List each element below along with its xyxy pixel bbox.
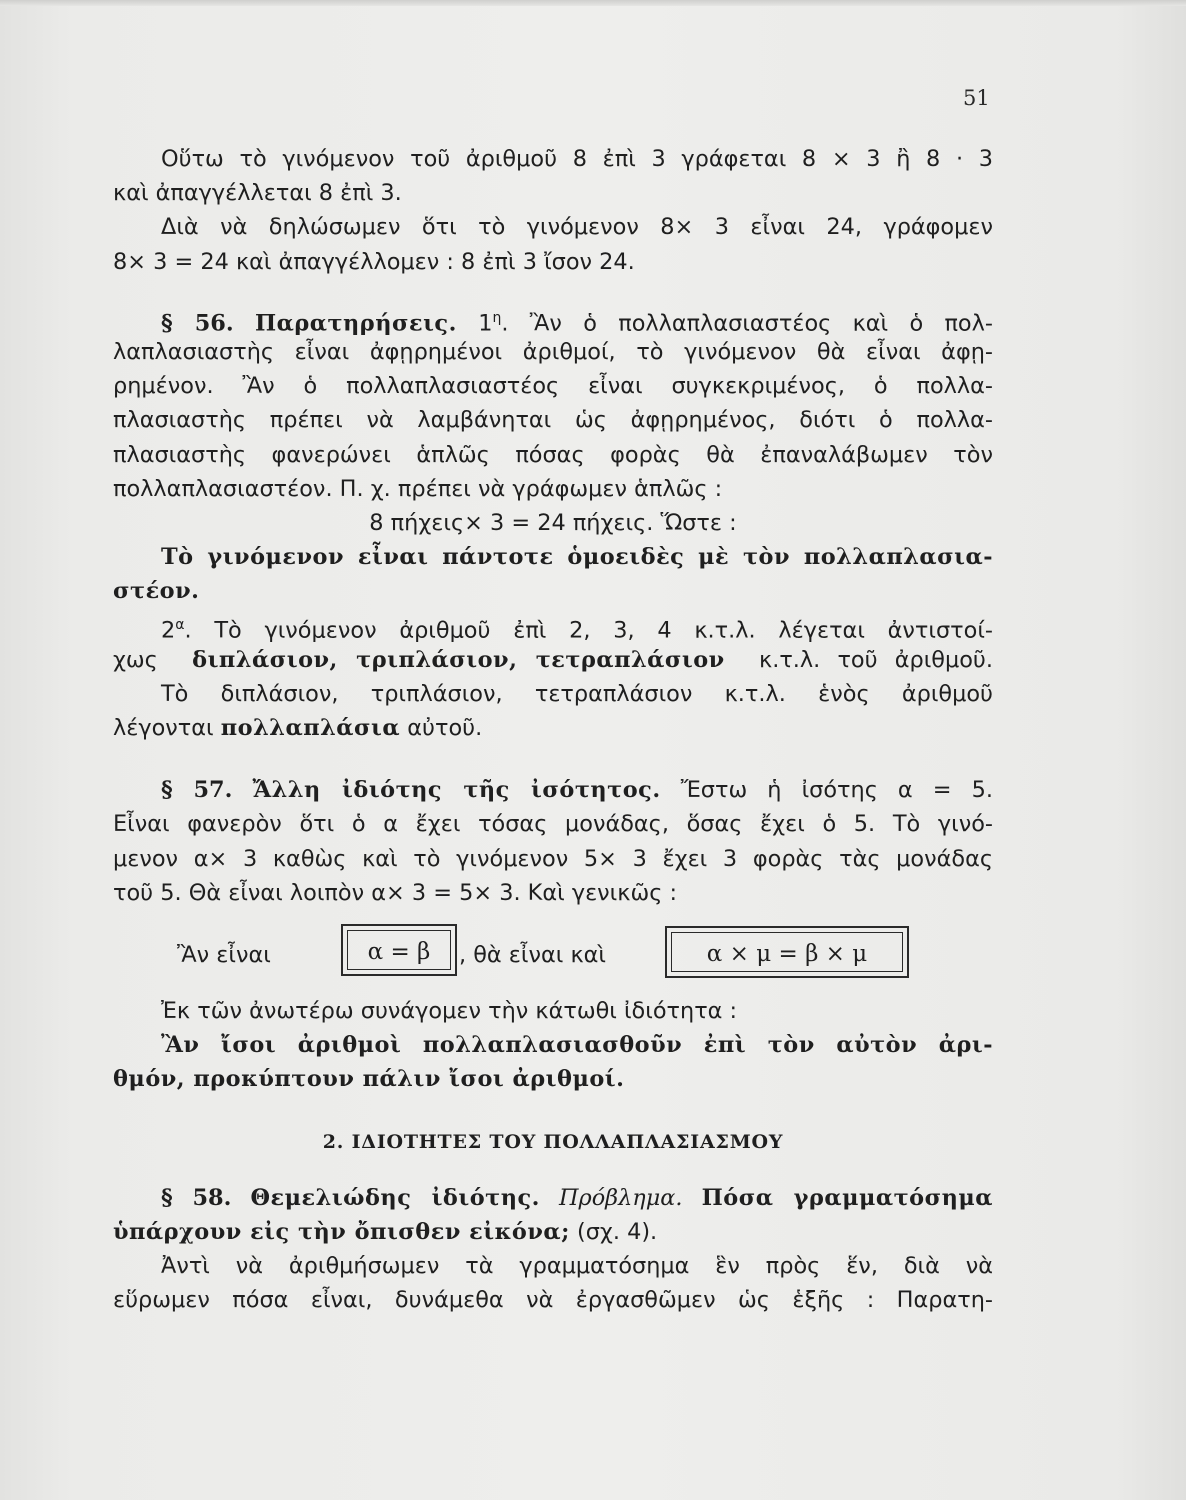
boxed-formula-row bbox=[113, 924, 993, 994]
rule-line bbox=[113, 1062, 993, 1096]
text: Οὕτω τὸ γινόμενον τοῦ ἀριθμοῦ 8 ἐπὶ 3 γράφεται 8 × 3 ἢ 8 · 3 bbox=[161, 146, 993, 172]
text: Διὰ νὰ δηλώσωμεν ὅτι τὸ γινόμενον 8× 3 εἶναι 24, γράφομεν bbox=[161, 214, 993, 241]
text: Ἐκ τῶν ἀνωτέρω συνάγομεν τὴν κάτωθι ἰδιότητα : bbox=[161, 997, 738, 1024]
spacer bbox=[113, 1159, 993, 1181]
ordinal-number: 1 bbox=[478, 310, 493, 337]
text-line bbox=[113, 472, 993, 506]
text: ρημένον. Ἂν ὁ πολλαπλασιαστέος εἶναι συγκεκριμένος, ὁ πολλα- bbox=[113, 373, 993, 400]
text-line bbox=[113, 176, 993, 210]
spacer bbox=[113, 745, 993, 773]
text: λέγονται bbox=[113, 715, 214, 741]
text-line bbox=[113, 608, 993, 642]
text: Ἔστω ἡ ἰσότης α = 5. bbox=[680, 777, 993, 804]
problem-question: ὑπάρχουν εἰς τὴν ὄπισθεν εἰκόνα; bbox=[113, 1218, 570, 1245]
section-title: Ἄλλη ἰδιότης τῆς ἰσότητος. bbox=[252, 777, 661, 804]
formula-box-product bbox=[665, 926, 909, 978]
problem-question: Πόσα γραμματόσημα bbox=[701, 1184, 993, 1211]
text-line bbox=[113, 438, 993, 472]
ordinal-number: 2 bbox=[161, 617, 176, 644]
rule-line bbox=[113, 540, 993, 574]
text-line bbox=[113, 994, 993, 1028]
section-number: § 57. bbox=[161, 777, 233, 804]
text: τοῦ 5. Θὰ εἶναι λοιπὸν α× 3 = 5× 3. Καὶ γενικῶς : bbox=[113, 879, 678, 906]
text: πλασιαστὴς πρέπει νὰ λαμβάνηται ὡς ἀφῃρημένος, διότι ὁ πολλα- bbox=[113, 407, 993, 434]
bold-term: πολλαπλάσια bbox=[220, 715, 401, 741]
text-line bbox=[113, 807, 993, 841]
text-line bbox=[113, 1249, 993, 1283]
text: καὶ ἀπαγγέλλεται 8 ἐπὶ 3. bbox=[113, 180, 402, 207]
text: 8× 3 = 24 καὶ ἀπαγγέλλομεν : 8 ἐπὶ 3 ἴσον 24. bbox=[113, 248, 635, 275]
spacer bbox=[113, 910, 993, 924]
rule-line bbox=[113, 1028, 993, 1062]
rule-text: στέον. bbox=[113, 578, 200, 605]
rule-text: θμόν, προκύπτουν πάλιν ἴσοι ἀριθμοί. bbox=[113, 1066, 625, 1093]
text: μενον α× 3 καθὼς καὶ τὸ γινόμενον 5× 3 ἔχει 3 φορὰς τὰς μονάδας bbox=[113, 845, 993, 872]
text: Εἶναι φανερὸν ὅτι ὁ α ἔχει τόσας μονάδας, ὅσας ἔχει ὁ 5. Τὸ γινό- bbox=[113, 811, 993, 838]
text-line bbox=[113, 643, 993, 677]
spacer bbox=[113, 1097, 993, 1125]
text-line bbox=[113, 142, 993, 176]
formula-text: α = β bbox=[367, 938, 431, 965]
formula-text: α × μ = β × μ bbox=[706, 940, 868, 967]
chapter-heading: 2. ΙΔΙΟΤΗΤΕΣ ΤΟΥ ΠΟΛΛΑΠΛΑΣΙΑΣΜΟΥ bbox=[322, 1130, 784, 1153]
text-line bbox=[113, 711, 993, 745]
text: εὕρωμεν πόσα εἶναι, δυνάμεθα νὰ ἐργασθῶμεν ὡς ἑξῆς : Παρατη- bbox=[113, 1287, 993, 1314]
text: Ἀντὶ νὰ ἀριθμήσωμεν τὰ γραμματόσημα ἓν πρὸς ἕν, διὰ νὰ bbox=[161, 1253, 993, 1280]
text-line bbox=[113, 677, 993, 711]
page-number: 51 bbox=[963, 86, 990, 110]
example-line bbox=[113, 506, 993, 540]
bold-term: διπλάσιον, τριπλάσιον, τετραπλάσιον bbox=[192, 646, 725, 673]
spacer bbox=[113, 279, 993, 301]
text: πλασιαστὴς φανερώνει ἁπλῶς πόσας φορὰς θὰ ἐπαναλάβωμεν τὸν bbox=[113, 441, 993, 468]
text-line bbox=[113, 210, 993, 244]
section-number: § 58. bbox=[161, 1184, 232, 1211]
rule-text: Ἂν ἴσοι ἀριθμοὶ πολλαπλασιασθοῦν ἐπὶ τὸν αὐτὸν ἀρι- bbox=[161, 1032, 993, 1059]
formula-mid-text: , θὰ εἶναι καὶ bbox=[459, 941, 606, 968]
text-line bbox=[113, 842, 993, 876]
figure-reference: (σχ. 4). bbox=[576, 1218, 658, 1245]
text: . Τὸ γινόμενον ἀριθμοῦ ἐπὶ 2, 3, 4 κ.τ.λ. λέγεται ἀντιστοί- bbox=[184, 617, 993, 644]
section-title: Παρατηρήσεις. bbox=[254, 310, 457, 337]
text: . Ἂν ὁ πολλαπλασιαστέος καὶ ὁ πολ- bbox=[501, 310, 993, 337]
section-57-header-line bbox=[113, 773, 993, 807]
text-line bbox=[113, 335, 993, 369]
text: Τὸ διπλάσιον, τριπλάσιον, τετραπλάσιον κ.τ.λ. ἑνὸς ἀριθμοῦ bbox=[161, 680, 993, 707]
formula-lead-text: Ἂν εἶναι bbox=[177, 941, 271, 968]
text-line bbox=[113, 1215, 993, 1249]
section-56-header-line bbox=[113, 301, 993, 335]
formula-box-equality bbox=[341, 924, 457, 976]
problem-label: Πρόβλημα. bbox=[559, 1184, 683, 1211]
page-top-edge bbox=[0, 0, 1186, 6]
ordinal-suffix: η bbox=[492, 309, 502, 326]
text: 8 πήχεις× 3 = 24 πήχεις. Ὥστε : bbox=[369, 509, 737, 536]
text: χως bbox=[113, 646, 158, 673]
text-line bbox=[113, 245, 993, 279]
rule-line bbox=[113, 574, 993, 608]
section-number: § 56. bbox=[161, 310, 234, 337]
text-line bbox=[113, 369, 993, 403]
text-line bbox=[113, 1283, 993, 1317]
section-58-header-line bbox=[113, 1181, 993, 1215]
text: λαπλασιαστὴς εἶναι ἀφῃρημένοι ἀριθμοί, τὸ γινόμενον θὰ εἶναι ἀφῃ- bbox=[113, 338, 993, 365]
page-content bbox=[113, 142, 993, 1317]
ordinal-suffix: α bbox=[175, 617, 185, 634]
text: αὐτοῦ. bbox=[407, 715, 483, 741]
section-title: Θεμελιώδης ἰδιότης. bbox=[250, 1184, 540, 1211]
text: κ.τ.λ. τοῦ ἀριθμοῦ. bbox=[759, 646, 993, 673]
rule-text: Τὸ γινόμενον εἶναι πάντοτε ὁμοειδὲς μὲ τὸν πολλαπλασια- bbox=[161, 544, 993, 571]
text-line bbox=[113, 403, 993, 437]
text: πολλαπλασιαστέον. Π. χ. πρέπει νὰ γράφωμεν ἁπλῶς : bbox=[113, 475, 723, 502]
text-line bbox=[113, 876, 993, 910]
